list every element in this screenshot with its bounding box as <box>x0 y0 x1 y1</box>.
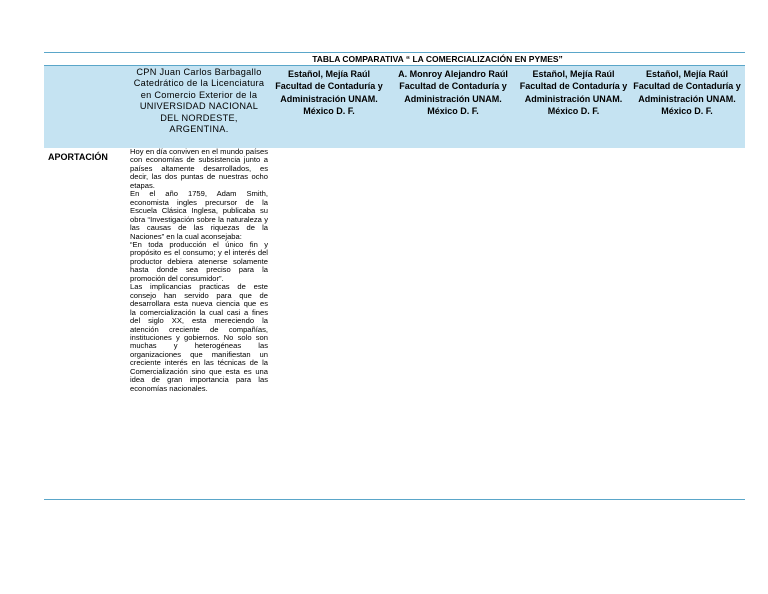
header-row <box>44 65 745 148</box>
paragraph-4: Las implicancias practicas de este consejo han servido para que de desarrollara esta nueva ciencia que es la comercialización la cual casi a fines del siglo XX, esta mereciendo la atención creciente de compañías, instituciones y gobiernos. No solo son muchas y heterogéneas las organizaciones que manifiestan un creciente interés en las técnicas de la Comercialización sino que esta es una idea de gran importancia para las economías nacionales. <box>130 282 268 393</box>
table-title: TABLA COMPARATIVA “ LA COMERCIALIZACIÓN EN PYMES” <box>312 54 563 64</box>
empty-cell-4 <box>518 148 629 499</box>
header-author-5: Estañol, Mejía Raúl Facultad de Contaduría y Administración UNAM. México D. F. <box>633 69 741 116</box>
empty-cell-5 <box>629 148 745 499</box>
comparison-table <box>44 52 745 500</box>
paragraph-3-quote: “En toda producción el único fin y propósito es el consumo; y el interés del productor debiera atenerse solamente hasta donde sea preciso para la promoción del consumidor”. <box>130 239 268 283</box>
header-empty-cell <box>44 66 128 148</box>
empty-cell-3 <box>388 148 518 499</box>
paragraph-1: Hoy en día conviven en el mundo países con economías de subsistencia junto a países altamente desarrollados, es decir, las dos puntas de nuestras ocho etapas. <box>130 147 268 190</box>
header-author-2: Estañol, Mejía Raúl Facultad de Contaduría y Administración UNAM. México D. F. <box>275 69 383 116</box>
header-author-3: A. Monroy Alejandro Raúl Facultad de Contaduría y Administración UNAM. México D. F. <box>398 69 508 116</box>
header-author-1: CPN Juan Carlos Barbagallo Catedrático de la Licenciatura en Comercio Exterior de la UNIVERSIDAD NACIONAL DEL NORDESTE, ARGENTINA. <box>133 67 265 135</box>
table-row <box>44 148 745 500</box>
header-author-4: Estañol, Mejía Raúl Facultad de Contaduría y Administración UNAM. México D. F. <box>519 69 628 116</box>
aportacion-text-cell <box>128 148 270 499</box>
empty-cell-2 <box>270 148 388 499</box>
paragraph-2: En el año 1759, Adam Smith, economista ingles precursor de la Escuela Clásica Inglesa, publicaba su obra “Investigación sobre la naturaleza y las causas de las riquezas de la Naciones” en la cual aconsejaba: <box>130 189 268 241</box>
row-label-aportacion: APORTACIÓN <box>48 152 108 162</box>
